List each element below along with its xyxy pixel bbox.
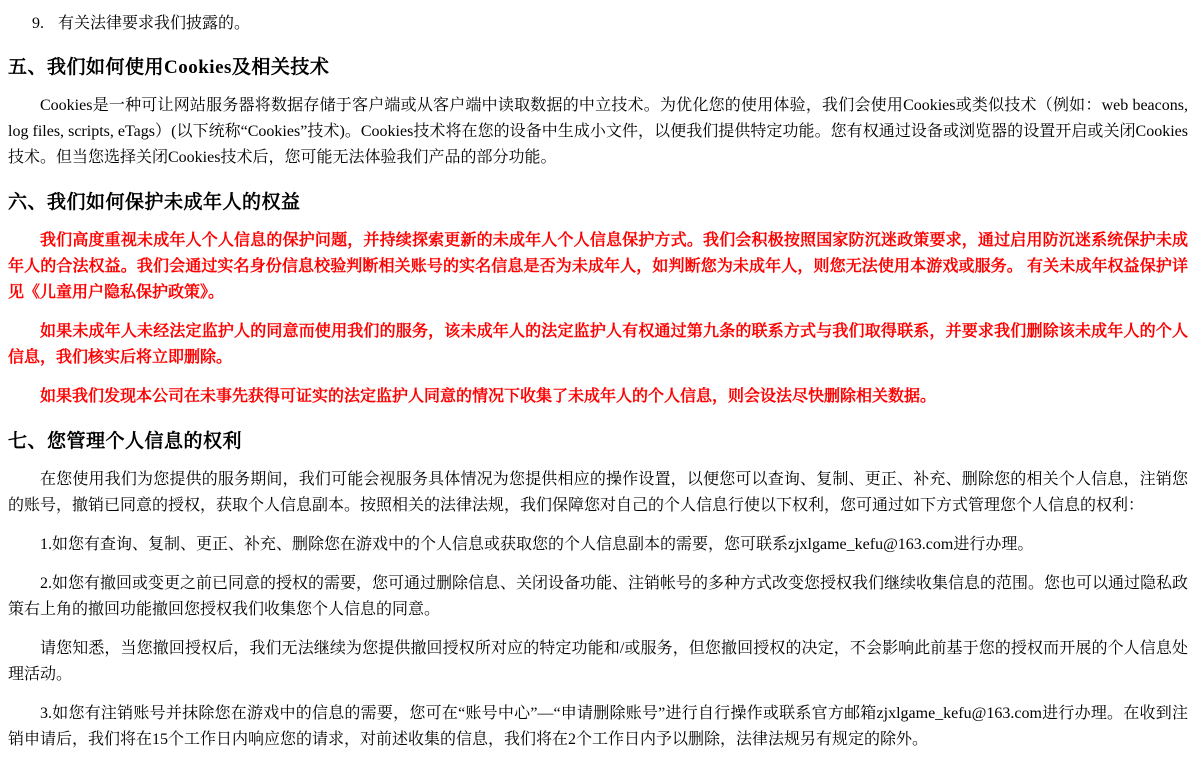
list-item-text: 有关法律要求我们披露的。 bbox=[58, 15, 251, 32]
user-rights-item-3: 3.如您有注销账号并抹除您在游戏中的信息的需要，您可在“账号中心”—“申请删除账号”进行自行操作或联系官方邮箱zjxlgame_kefu@163.com进行办理。在收到注销申请后，我们将在15个工作日内响应您的请求，对前述收集的信息，我们将在2个工作日内予以删除，法律法规另有规定的除外。 bbox=[8, 705, 1188, 748]
minors-protection-paragraph-1: 我们高度重视未成年人个人信息的保护问题，并持续探索更新的未成年人个人信息保护方式。我们会积极按照国家防沉迷政策要求，通过启用防沉迷系统保护未成年人的合法权益。我们会通过实名身份信息校验判断相关账号的实名信息是否为未成年人，如判断您为未成年人，则您无法使用本游戏或服务。 有关未成年权益保护详见《儿童用户隐私保护政策》。 bbox=[8, 232, 1188, 301]
section-heading-cookies: 五、我们如何使用Cookies及相关技术 bbox=[8, 57, 330, 78]
cookies-description-paragraph: Cookies是一种可让网站服务器将数据存储于客户端或从客户端中读取数据的中立技术。为优化您的使用体验，我们会使用Cookies或类似技术（例如：web beacons, log files, scripts, eTags）(以下统称“Cookies”技术)。Cookies技术将在您的设备中生成小文件，以便我们提供特定功能。您有权通过设备或浏览器的设置开启或关闭Cookies技术。但当您选择关闭Cookies技术后，您可能无法体验我们产品的部分功能。 bbox=[8, 97, 1188, 166]
minors-protection-paragraph-2: 如果未成年人未经法定监护人的同意而使用我们的服务，该未成年人的法定监护人有权通过第九条的联系方式与我们取得联系，并要求我们删除该未成年人的个人信息，我们核实后将立即删除。 bbox=[8, 323, 1188, 366]
user-rights-intro-paragraph: 在您使用我们为您提供的服务期间，我们可能会视服务具体情况为您提供相应的操作设置，以便您可以查询、复制、更正、补充、删除您的相关个人信息，注销您的账号，撤销已同意的授权，获取个人信息副本。按照相关的法律法规，我们保障您对自己的个人信息行使以下权利，您可通过如下方式管理您个人信息的权利： bbox=[8, 471, 1188, 514]
section-heading-minors: 六、我们如何保护未成年人的权益 bbox=[8, 192, 301, 213]
user-rights-item-1: 1.如您有查询、复制、更正、补充、删除您在游戏中的个人信息或获取您的个人信息副本的需要，您可联系zjxlgame_kefu@163.com进行办理。 bbox=[40, 536, 1034, 553]
section-heading-user-rights: 七、您管理个人信息的权利 bbox=[8, 431, 243, 452]
list-item-number: 9. bbox=[32, 15, 44, 32]
user-rights-withdraw-note: 请您知悉，当您撤回授权后，我们无法继续为您提供撤回授权所对应的特定功能和/或服务，但您撤回授权的决定，不会影响此前基于您的授权而开展的个人信息处理活动。 bbox=[8, 640, 1188, 683]
disclosure-list-item bbox=[32, 12, 1188, 36]
user-rights-item-2: 2.如您有撤回或变更之前已同意的授权的需要，您可通过删除信息、关闭设备功能、注销帐号的多种方式改变您授权我们继续收集信息的范围。您也可以通过隐私政策右上角的撤回功能撤回您授权我们收集您个人信息的同意。 bbox=[8, 575, 1189, 618]
minors-protection-paragraph-3: 如果我们发现本公司在未事先获得可证实的法定监护人同意的情况下收集了未成年人的个人信息，则会设法尽快删除相关数据。 bbox=[40, 388, 937, 405]
